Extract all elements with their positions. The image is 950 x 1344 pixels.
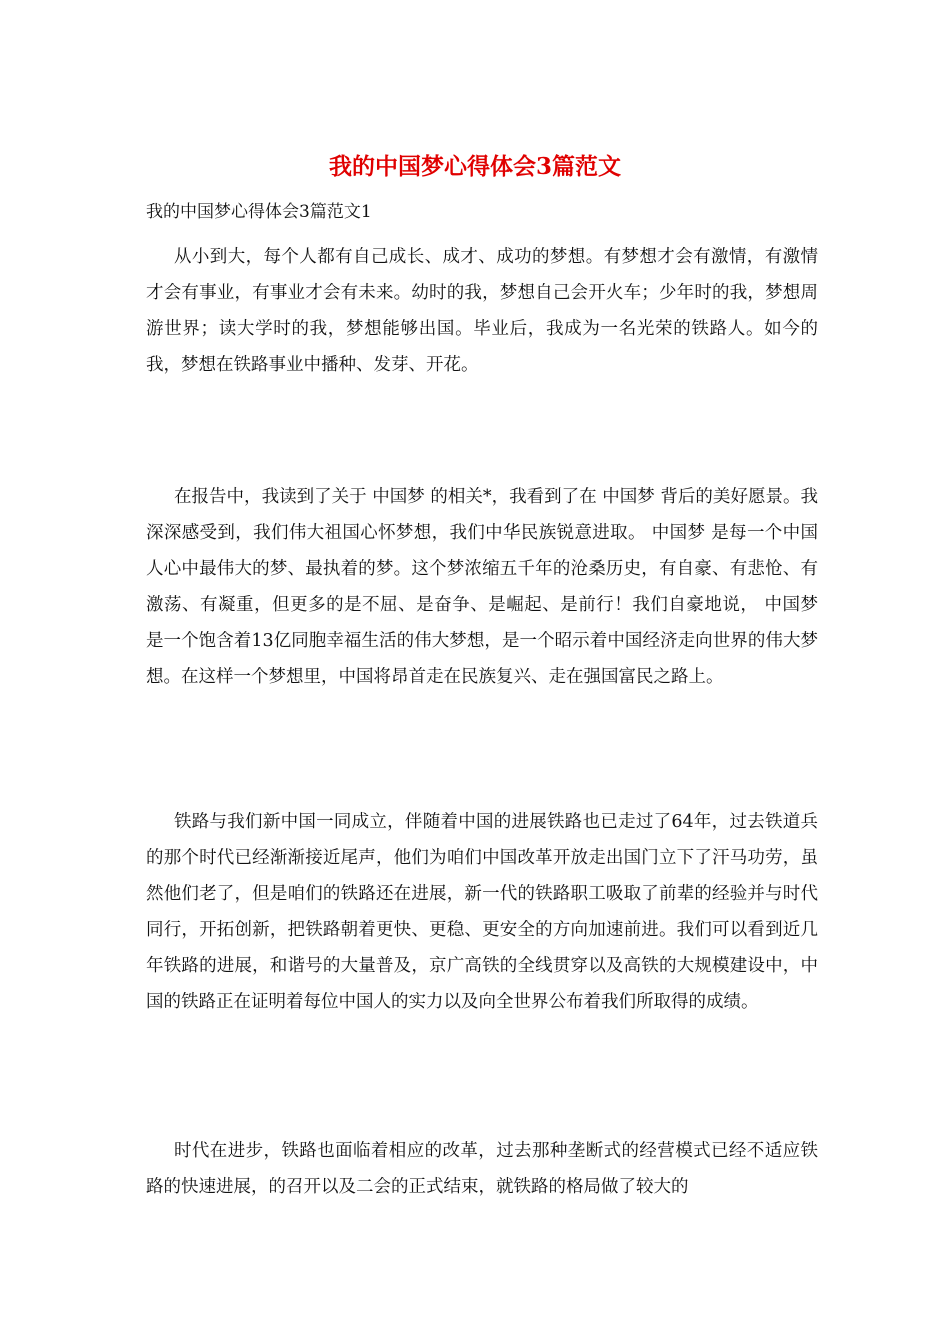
paragraph-4: 时代在进步，铁路也面临着相应的改革，过去那种垄断式的经营模式已经不适应铁路的快速进展，的召开以及二会的正式结束，就铁路的格局做了较大的 <box>146 1141 818 1197</box>
section-heading: 我的中国梦心得体会3篇范文1 <box>146 202 372 222</box>
document-title: 我的中国梦心得体会3篇范文 <box>328 153 621 180</box>
paragraph-1: 从小到大，每个人都有自己成长、成才、成功的梦想。有梦想才会有激情，有激情才会有事业，有事业才会有未来。幼时的我，梦想自己会开火车；少年时的我，梦想周游世界；读大学时的我，梦想能够出国。毕业后，我成为一名光荣的铁路人。如今的我，梦想在铁路事业中播种、发芽、开花。 <box>146 247 818 375</box>
paragraph-2: 在报告中，我读到了关于 中国梦 的相关*，我看到了在 中国梦 背后的美好愿景。我深深感受到，我们伟大祖国心怀梦想，我们中华民族锐意进取。 中国梦 是每一个中国人心中最伟大的梦、最执着的梦。这个梦浓缩五千年的沧桑历史，有自豪、有悲怆、有激荡、有凝重，但更多的是不屈、是奋争、是崛起、是前行！我们自豪地说， 中国梦 是一个饱含着13亿同胞幸福生活的伟大梦想，是一个昭示着中国经济走向世界的伟大梦想。在这样一个梦想里，中国将昂首走在民族复兴、走在强国富民之路上。 <box>146 487 818 687</box>
paragraph-3: 铁路与我们新中国一同成立，伴随着中国的进展铁路也已走过了64年，过去铁道兵的那个时代已经渐渐接近尾声，他们为咱们中国改革开放走出国门立下了汗马功劳，虽然他们老了，但是咱们的铁路还在进展，新一代的铁路职工吸取了前辈的经验并与时代同行，开拓创新，把铁路朝着更快、更稳、更安全的方向加速前进。我们可以看到近几年铁路的进展，和谐号的大量普及，京广高铁的全线贯穿以及高铁的大规模建设中，中国的铁路正在证明着每位中国人的实力以及向全世界公布着我们所取得的成绩。 <box>146 812 818 1012</box>
